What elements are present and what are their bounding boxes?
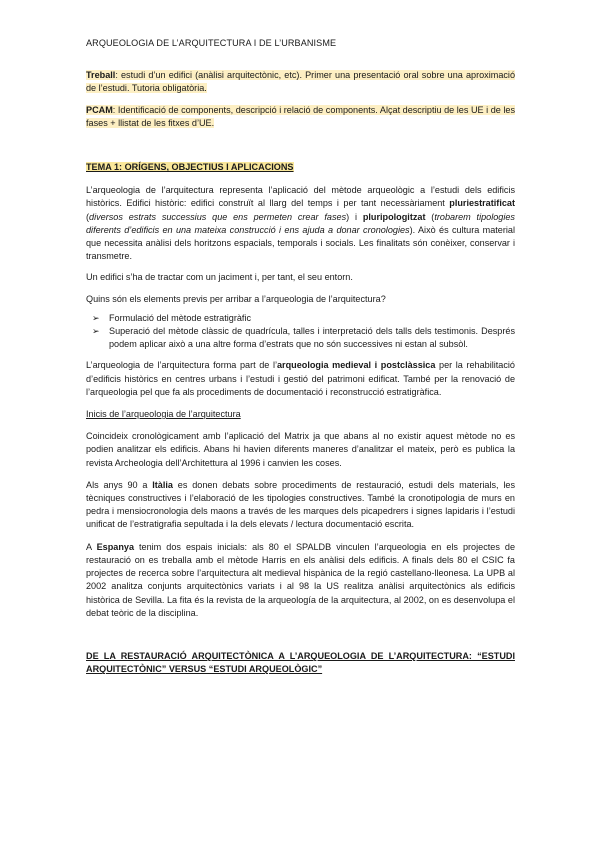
- p4-text-2: per la rehabilitació d’edificis històrics en centres urbans i l’estudi i gestió del patrimoni edificat. També per la renovació de l’arqueologia pel que fa als procediments de documentació i reconstrucció estratigràfica.: [86, 360, 515, 397]
- treball-paragraph: [86, 69, 515, 95]
- document-title: ARQUEOLOGIA DE L’ARQUITECTURA I DE L’URBANISME: [86, 38, 337, 48]
- paragraph-medieval: [86, 359, 515, 399]
- bullet-text: Superació del mètode clàssic de quadrícula, talles i interpretació dels talls dels testimonis. Després podem aplicar això a una altre forma d’estrats que no són successives ni estan al subsòl.: [109, 326, 515, 350]
- paragraph-matrix: Coincideix cronològicament amb l’aplicació del Matrix ja que abans al no existir aquest mètode no es podien analitzar els edificis. Abans hi havien diferents maneres d’analitzar el mateix, però es publica la revista Archeologia dell’Architettura al 1996 i canvien les coses.: [86, 431, 515, 468]
- tema1-heading: TEMA 1: ORÍGENS, OBJECTIUS I APLICACIONS: [86, 162, 294, 173]
- treball-highlight: [86, 70, 515, 93]
- pcam-label: PCAM: [86, 104, 113, 115]
- p1-text-4: (: [425, 211, 435, 222]
- treball-text: : estudi d’un edifici (anàlisi arquitectònic, etc). Primer una presentació oral sobre una aproximació de l’estudi. Tutoria obligatòria.: [86, 70, 515, 94]
- p1-text-5: ). Això és cultura material que necessita anàlisi dels horitzons espacials, temporals i socials. Les finalitats són conèixer, conservar i transmetre.: [86, 224, 515, 262]
- p1-text-2: (: [86, 211, 90, 222]
- treball-label: Treball: [86, 70, 116, 81]
- p7-text-1: A: [86, 541, 97, 552]
- pcam-text: : Identificació de components, descripció i relació de components. Alçat descriptiu de les UE i de les fases + llistat de les fitxes d’UE.: [86, 104, 515, 128]
- paragraph-espanya: [86, 541, 515, 620]
- tema1-heading-line: [86, 161, 515, 174]
- paragraph-definition: [86, 184, 515, 263]
- arrow-bullet-icon: ➢: [92, 312, 100, 323]
- p1-text-3: ) i: [346, 211, 363, 222]
- bullet-text: Formulació del mètode estratigràfic: [109, 312, 252, 323]
- bullet-list: [86, 312, 515, 352]
- paragraph-italia: [86, 479, 515, 532]
- pcam-highlight: [86, 105, 515, 128]
- p6-text-2: es donen debats sobre procediments de restauració, estudi dels materials, les tècniques constructives i l’elaboració de les tipologies constructives. També la cronotipologia de murs en pedra i mensiocronologia dels maons a través de les marques dels picapedrers i signes lapidaris i l’estudi unificat de l’estratigrafia sepultada i la dels elevats / lectura documentació escrita.: [86, 479, 515, 530]
- term-arqueologia-medieval: arqueologia medieval i postclàssica: [277, 360, 436, 371]
- p6-text-1: Als anys 90 a: [86, 479, 153, 490]
- pcam-paragraph: [86, 104, 515, 130]
- term-pluriestratificat: pluriestratificat: [449, 198, 515, 209]
- term-espanya: Espanya: [96, 541, 134, 552]
- term-pluripologitzat: pluripologitzat: [362, 211, 426, 222]
- inicis-heading-line: [86, 408, 515, 421]
- list-item: [86, 312, 515, 325]
- page-content: [86, 30, 515, 676]
- list-item: [86, 325, 515, 351]
- paragraph-jaciment: Un edifici s’ha de tractar com un jaciment i, per tant, el seu entorn.: [86, 272, 353, 283]
- p1-text-1: L’arqueologia de l’arquitectura representa l’aplicació del mètode arqueològic a l’estudi dels edificis històrics. Edifici històric: edifici construït al llarg del temps i per tant necessàriament: [86, 185, 515, 209]
- p4-text-1: L’arqueologia de l’arquitectura forma part de l’: [86, 360, 277, 371]
- section-heading-restauracio: DE LA RESTAURACIÓ ARQUITECTÒNICA A L’ARQUEOLOGIA DE L’ARQUITECTURA: “ESTUDI ARQUITECTÒNIC” VERSUS “ESTUDI ARQUEOLÒGIC”: [86, 650, 515, 675]
- p7-text-2: tenim dos espais inicials: als 80 el SPALDB vinculen l’arqueologia en els projectes de restauració on es treballa amb el mètode Harris en els anàlisi dels edificis. A finals dels 80 el CSIC fa projectes de recerca sobre l’arquitectura alt medieval hispànica de la regió castellano-lleonesa. La UPB al 2002 analitza conjunts arquitectònics variats i al 98 la US realitza anàlisi arquitectònics als edificis històrica de Sevilla. La fita és la revista de la arqueología de la arquitectura, al 2002, on es desenvolupa el debat teòric de la disciplina.: [86, 541, 516, 618]
- arrow-bullet-icon: ➢: [92, 326, 100, 337]
- p1-italic-1: diversos estrats successius que ens permeten crear fases: [89, 211, 347, 222]
- p1-italic-2: trobarem tipologies diferents d’edificis en una mateixa construcció i ens ajuda a donar cronologies: [86, 211, 515, 235]
- inicis-heading: Inicis de l’arqueologia de l’arquitectura: [86, 409, 241, 420]
- paragraph-question: Quins són els elements previs per arribar a l’arqueologia de l’arquitectura?: [86, 293, 386, 304]
- term-italia: Itàlia: [152, 479, 173, 490]
